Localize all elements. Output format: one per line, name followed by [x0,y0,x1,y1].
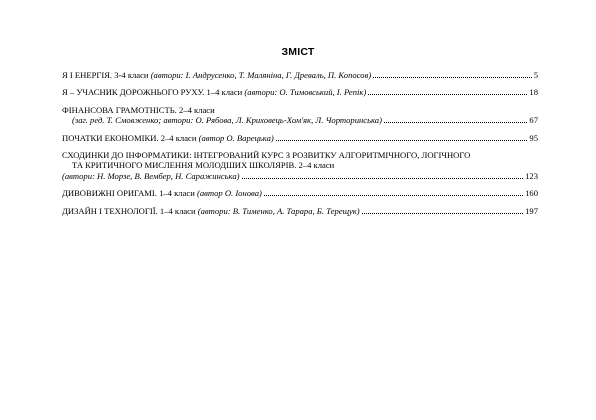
toc-entry [62,188,538,198]
toc-entry-title: ПОЧАТКИ ЕКОНОМІКИ. 2–4 класи [62,132,197,143]
dot-leader [264,194,523,196]
toc-entry-title: Я І ЕНЕРГІЯ. 3-4 класи [62,70,149,80]
toc-entry-page: 5 [533,70,538,80]
toc-entry-page: 123 [525,170,538,181]
toc-entry [62,70,538,80]
toc-entry-authors: (заг. ред. Т. Смовженко; автори: О. Рябова, Л. Криховець-Хом'як, Л. Чорторинська) [72,115,382,126]
toc-entry-authors: (автор О. Варецька) [198,132,274,143]
toc-entry [62,206,538,216]
dot-leader [384,121,527,123]
toc-entry-authors: (автори: І. Андрусенко, Т. Маляніна, Г. Древаль, П. Копосов) [150,70,372,80]
toc-entry-title: ФІНАНСОВА ГРАМОТНІСТЬ. 2–4 класи [62,104,215,115]
toc-entry-text [62,87,366,97]
dot-leader [276,139,528,141]
table-of-contents [62,70,538,216]
toc-entry-line [62,87,538,97]
toc-entry-line [62,206,538,216]
toc-entry-title: СХОДИНКИ ДО ІНФОРМАТИКИ: ІНТЕГРОВАНИЙ КУРС З РОЗВИТКУ АЛГОРИТМІЧНОГО, ЛОГІЧНОГО [62,150,471,161]
toc-entry-page: 197 [525,205,538,216]
dot-leader [242,177,524,179]
toc-entry-line [62,70,538,80]
toc-entry-page: 95 [529,132,538,143]
toc-entry-title: Я – УЧАСНИК ДОРОЖНЬОГО РУХУ. 1–4 класи [62,87,243,98]
toc-entry [62,133,538,143]
toc-entry-line [62,133,538,143]
toc-entry-title: ДИЗАЙН І ТЕХНОЛОГІЇ. 1–4 класи [62,205,196,216]
toc-entry-page: 160 [525,188,538,199]
dot-leader [362,212,523,214]
toc-entry-authors: (автори: Н. Морзе, В. Вембер, Н. Саражинська) [62,170,240,181]
toc-entry-line [62,188,538,198]
toc-entry-line [62,171,538,181]
toc-entry-line [62,115,538,125]
toc-entry-text [62,206,360,216]
toc-entry [62,150,538,181]
toc-entry-authors: (автор О. Іонова) [196,188,262,199]
toc-entry-text [62,188,262,198]
dot-leader [368,93,527,95]
toc-entry-text [62,133,274,143]
toc-title: ЗМІСТ [281,46,315,58]
toc-entry-text [62,70,371,80]
toc-entry-title-continued: ТА КРИТИЧНОГО МИСЛЕННЯ МОЛОДШИХ ШКОЛЯРІВ. 2–4 класи [72,160,335,171]
toc-entry-title: ДИВОВИЖНІ ОРИГАМІ. 1–4 класи [62,188,195,199]
dot-leader [373,76,532,78]
toc-entry [62,87,538,97]
toc-entry [62,105,538,126]
toc-entry-page: 67 [529,115,538,126]
toc-entry-authors: (автори: О. Тимовський, І. Репік) [244,87,367,98]
toc-entry-authors: (автори: В. Тименко, А. Тарара, Б. Терещук) [197,205,360,216]
toc-entry-page: 18 [529,87,538,98]
